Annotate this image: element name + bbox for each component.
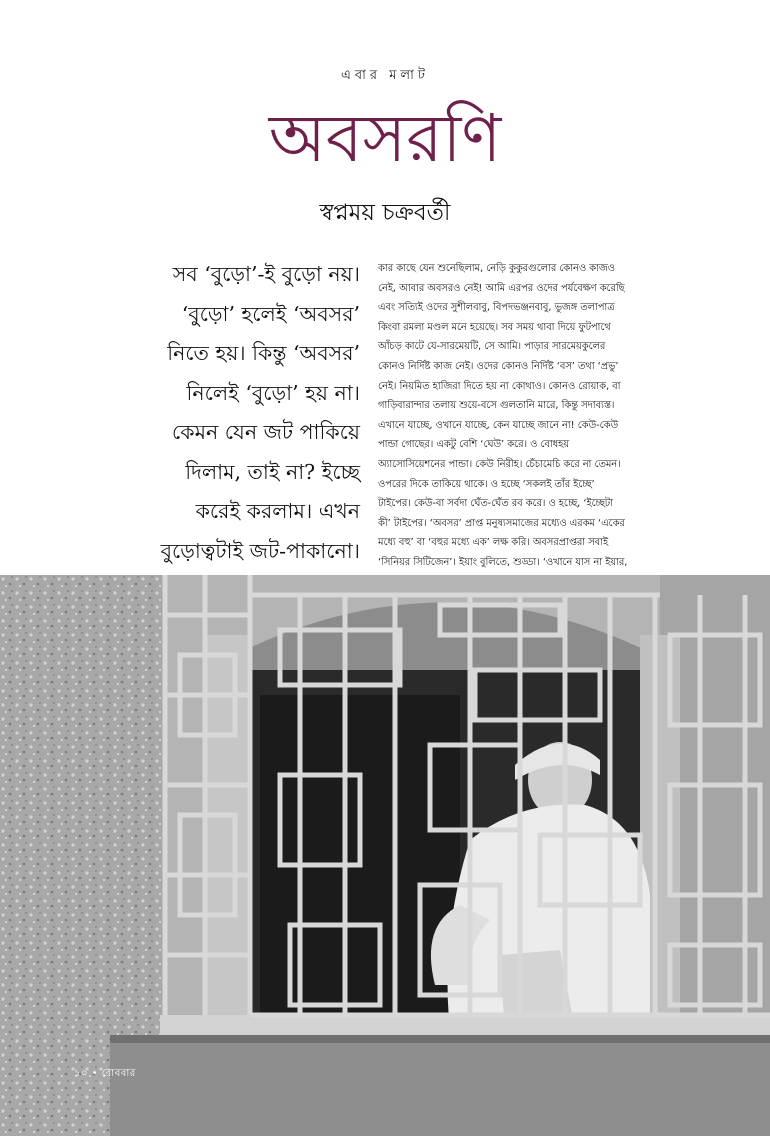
pull-quote-line: বুড়োত্বটাই জট-পাকানো।: [160, 538, 360, 563]
body-line: অ্যাসোসিয়েশনের পান্ডা। কেউ নিরীহ। চেঁচামেচি করে না তেমন।: [378, 458, 621, 470]
article-body: [378, 259, 750, 592]
body-line: নেই, আবার অবসরও নেই! আমি এরপর ওদের পর্যবেক্ষণ করেছি: [378, 282, 625, 294]
pull-quote-line: নিতে হয়। কিন্তু ‘অবসর’: [167, 341, 360, 365]
pull-quote-line: সব ‘বুড়ো’-ই বুড়ো নয়।: [172, 262, 360, 286]
article-title: অবসরণি: [268, 100, 502, 177]
pull-quote: [60, 255, 360, 571]
body-line: পান্ডা গোছের। একটু বেশি ‘ঘেউ’ করে। ও বোধহয়: [378, 439, 570, 451]
page-folio: ১০ • রোববার: [74, 1068, 136, 1079]
pull-quote-line: করেই করলাম। এখন: [195, 499, 360, 523]
section-kicker: এবার মলাট: [341, 68, 429, 83]
author-name: স্বপ্নময় চক্রবর্তী: [319, 200, 451, 226]
body-line: মধ্যে বহু’ বা ‘বহুর মধ্যে এক’ লক্ষ করি। অবসরপ্রাপ্তরা সবাই: [378, 537, 609, 549]
body-line: নেই। নিয়মিত হাজিরা দিতে হয় না কোথাও। কোনও রোয়াক, বা: [378, 380, 621, 392]
pull-quote-line: নিলেই ‘বুড়ো’ হয় না।: [186, 380, 360, 405]
body-line: এখানে যাচ্ছে, ওখানে যাচ্ছে, কেন যাচ্ছে জানে না! কেউ-কেউ: [378, 419, 619, 431]
body-line: কিংবা রমলা মণ্ডল মনে হয়েছে। সব সময় থাবা দিয়ে ফুটপাথে: [378, 321, 611, 333]
body-line: গাড়িবারান্দার তলায় শুয়ে-বসে গুলতানি মারে, কিন্তু সদাব্যস্ত।: [378, 400, 615, 412]
body-line: আঁচড় কাটে যে-সারমেয়টি, সে আমি। পাড়ার সারমেয়কুলের: [378, 341, 606, 353]
body-line: কোনও নির্দিষ্ট কাজ নেই। ওদের কোনও নির্দিষ্ট ‘বস’ তথা ‘প্রভু’: [378, 360, 619, 372]
pull-quote-line: কেমন যেন জট পাকিয়ে: [171, 420, 360, 444]
body-line: এবং সত্যিই ওদের সুশীলবাবু, বিপদভঞ্জনবাবু, ভুজঙ্গ তলাপাত্র: [378, 302, 615, 314]
pull-quote-line: দিলাম, তাই না? ইচ্ছে: [185, 459, 360, 484]
body-line: কী’ টাইপের। ‘অবসর’ প্রাপ্ত মনুষ্যসমাজের মধ্যেও এরকম ‘একের: [378, 517, 625, 529]
body-line: ‘সিনিয়র সিটিজেন’। ইয়াং বুলিতে, শুড্ডা। ‘ওখানে যাস না ইয়ার,: [378, 556, 628, 568]
body-line: কার কাছে যেন শুনেছিলাম, নেড়ি কুকুরগুলোর কোনও কাজও: [378, 263, 615, 274]
window-photo: [0, 575, 770, 1136]
body-line: টাইপের। কেউ-বা সর্বদা ঘেঁত-ঘেঁত রব করে। ও হচ্ছে, ‘ইচ্ছেটা: [378, 498, 613, 510]
pull-quote-line: ‘বুড়ো’ হলেই ‘অবসর’: [181, 301, 360, 326]
body-line: ওপরের দিকে তাকিয়ে থাকে। ও হচ্ছে ‘সকলই তাঁর ইচ্ছে’: [378, 478, 595, 490]
